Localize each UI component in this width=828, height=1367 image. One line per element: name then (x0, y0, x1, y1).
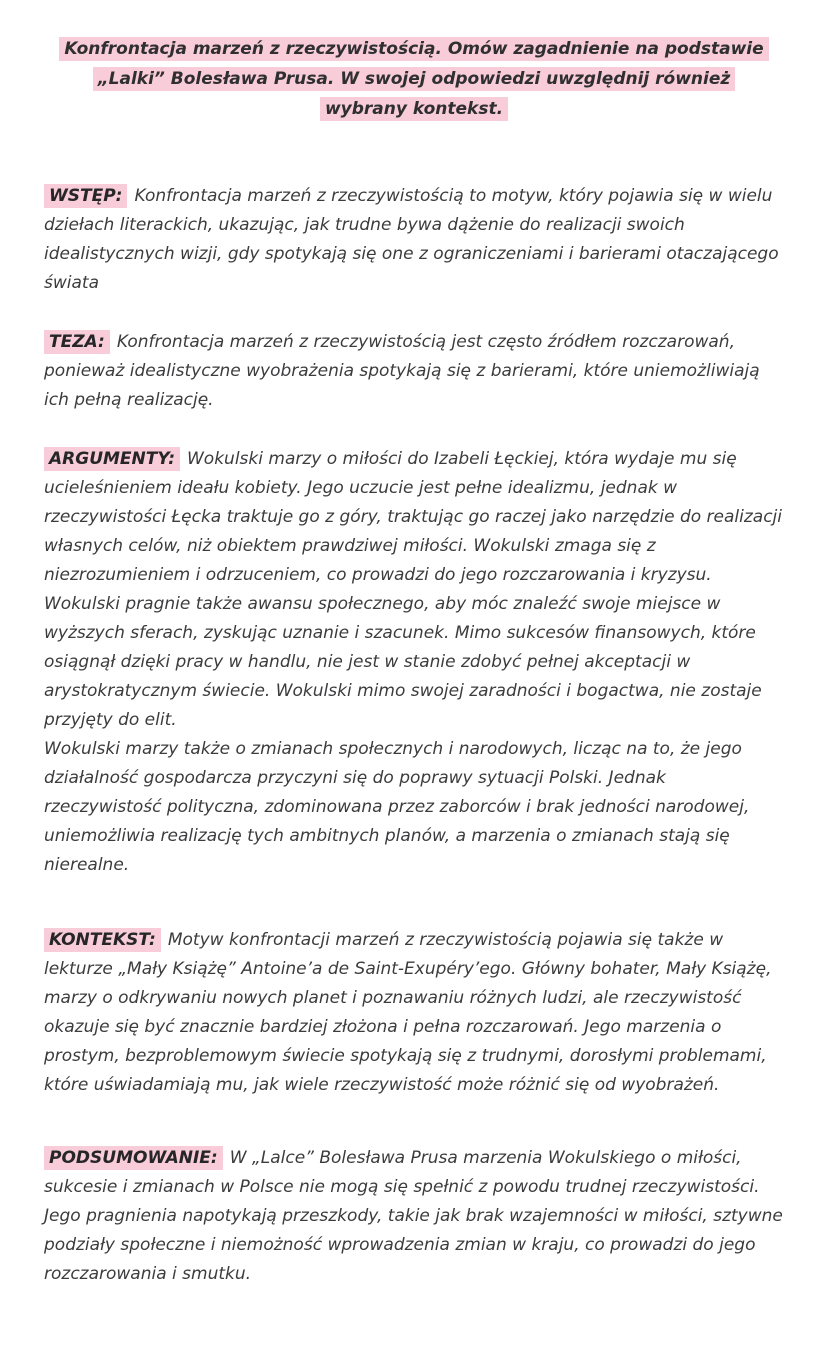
section-heading-wstep: WSTĘP: (44, 184, 127, 208)
section-text: Konfrontacja marzeń z rzeczywistością to motyw, który pojawia się w wielu dziełach literackich, ukazując, jak trudne bywa dążenie do realizacji swoich idealistycznych wizji, gdy spotykają się one z ograniczeniami i barierami otaczającego świata (44, 186, 779, 293)
section-heading-teza: TEZA: (44, 330, 110, 354)
section-heading-argumenty: ARGUMENTY: (44, 447, 180, 471)
paragraph (44, 445, 784, 735)
paragraph (44, 328, 784, 415)
paragraph (44, 182, 784, 298)
section-text: Konfrontacja marzeń z rzeczywistością jest często źródłem rozczarowań, ponieważ idealistyczne wyobrażenia spotykają się z barierami, które uniemożliwiają ich pełną realizację. (44, 332, 760, 410)
section-heading-kontekst: KONTEKST: (44, 928, 161, 952)
section-teza (44, 328, 784, 415)
section-argumenty (44, 445, 784, 880)
section-wstep (44, 182, 784, 298)
section-heading-podsumowanie: PODSUMOWANIE: (44, 1146, 223, 1170)
section-kontekst (44, 926, 784, 1100)
section-text: W „Lalce” Bolesława Prusa marzenia Wokulskiego o miłości, sukcesie i zmianach w Polsce nie mogą się spełnić z powodu trudnej rzeczywistości. Jego pragnienia napotykają przeszkody, takie jak brak wzajemności w miłości, sztywne podziały społeczne i niemożność wprowadzenia zmian w kraju, co prowadzi do jego rozczarowania i smutku. (44, 1148, 783, 1284)
section-text: Wokulski marzy o miłości do Izabeli Łęckiej, która wydaje mu się ucieleśnieniem ideału kobiety. Jego uczucie jest pełne idealizmu, jednak w rzeczywistości Łęcka traktuje go z góry, traktując go raczej jako narzędzie do realizacji własnych celów, niż obiektem prawdziwej miłości. Wokulski zmaga się z niezrozumieniem i odrzuceniem, co prowadzi do jego rozczarowania i kryzysu. Wokulski pragnie także awansu społecznego, aby móc znaleźć swoje miejsce w wyższych sferach, zyskując uznanie i szacunek. Mimo sukcesów finansowych, które osiągnął dzięki pracy w handlu, nie jest w stanie zdobyć pełnej akceptacji w arystokratycznym świecie. Wokulski mimo swojej zaradności i bogactwa, nie zostaje przyjęty do elit. (44, 449, 783, 730)
paragraph (44, 926, 784, 1100)
essay-title-text: Konfrontacja marzeń z rzeczywistością. Omów zagadnienie na podstawie „Lalki” Bolesława Prusa. W swojej odpowiedzi uwzględnij również wybrany kontekst. (59, 37, 768, 121)
section-text: Motyw konfrontacji marzeń z rzeczywistością pojawia się także w lekturze „Mały Książę” Antoine’a de Saint-Exupéry’ego. Główny bohater, Mały Książę, marzy o odkrywaniu nowych planet i poznawaniu różnych ludzi, ale rzeczywistość okazuje się być znacznie bardziej złożona i pełna rozczarowań. Jego marzenia o prostym, bezproblemowym świecie spotykają się z trudnymi, dorosłymi problemami, które uświadamiają mu, jak wiele rzeczywistość może różnić się od wyobrażeń. (44, 930, 772, 1095)
section-text: Wokulski marzy także o zmianach społecznych i narodowych, licząc na to, że jego działalność gospodarcza przyczyni się do poprawy sytuacji Polski. Jednak rzeczywistość polityczna, zdominowana przez zaborców i brak jedności narodowej, uniemożliwia realizację tych ambitnych planów, a marzenia o zmianach stają się nierealne. (44, 739, 750, 875)
paragraph (44, 735, 784, 880)
essay-title (52, 34, 776, 124)
paragraph (44, 1144, 784, 1289)
section-podsumowanie (44, 1144, 784, 1289)
